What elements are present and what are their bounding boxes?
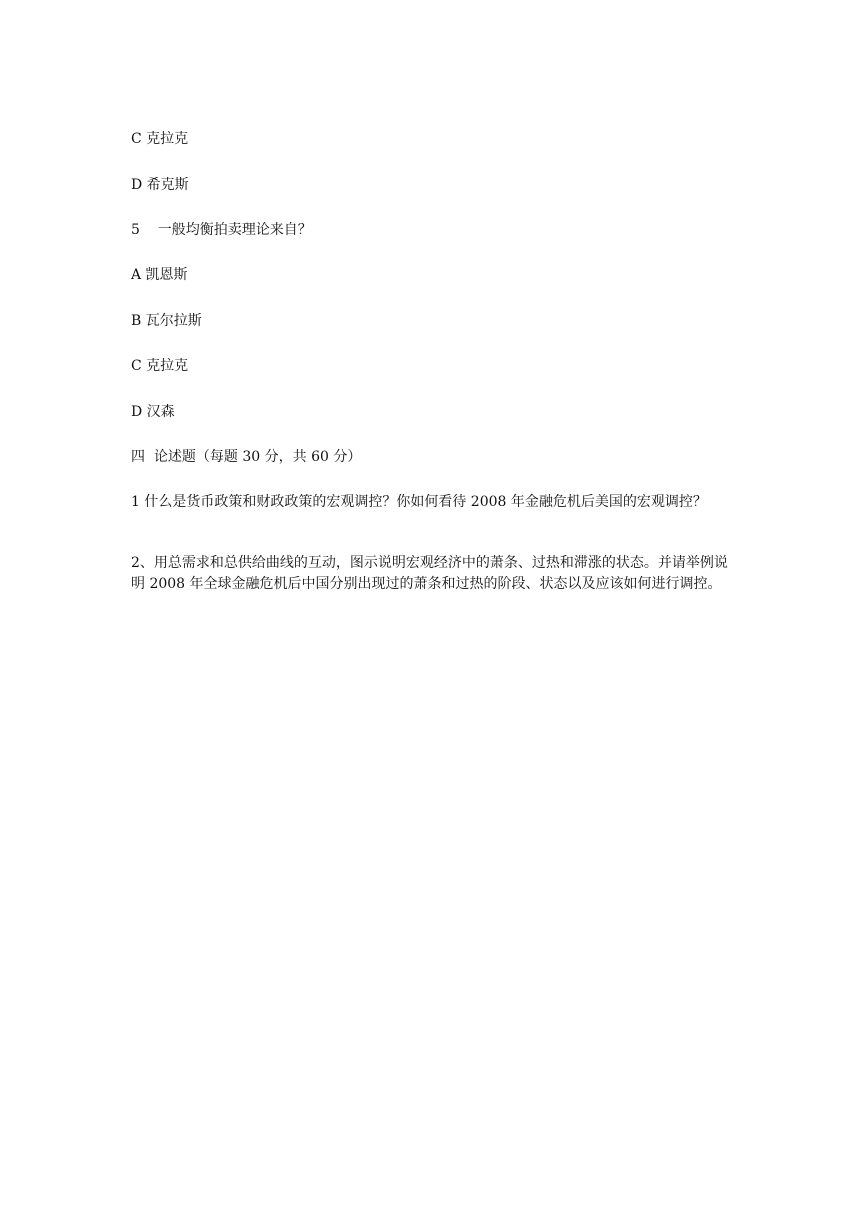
essay-question-1: 1 什么是货币政策和财政政策的宏观调控？你如何看待 2008 年金融危机后美国的宏观调控？ (131, 494, 707, 510)
essay-question-2: 2、用总需求和总供给曲线的互动，图示说明宏观经济中的萧条、过热和滞涨的状态。并请举例说明 2008 年全球金融危机后中国分别出现过的萧条和过热的阶段、状态以及应该如何进行调控。 (131, 555, 728, 592)
option-b: B 瓦尔拉斯 (131, 313, 202, 329)
option-c-prev: C 克拉克 (131, 131, 189, 147)
option-d: D 汉森 (131, 404, 175, 420)
option-d-prev: D 希克斯 (131, 177, 189, 193)
option-a: A 凯恩斯 (131, 267, 188, 283)
option-c: C 克拉克 (131, 358, 189, 374)
section-heading: 四 论述题（每题 30 分，共 60 分） (131, 449, 362, 465)
question-5: 5 一般均衡拍卖理论来自？ (131, 222, 312, 238)
